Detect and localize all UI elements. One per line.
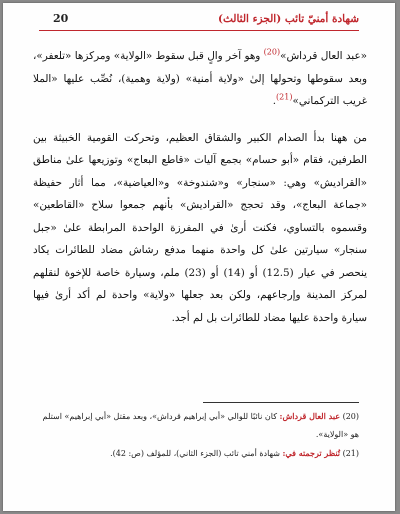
body-text — [33, 45, 367, 329]
footnote-ref-21[interactable]: (21) — [276, 92, 293, 102]
paragraph-2: من ههنا بدأ الصدام الكبير والشقاق العظيم، وتحركت القومية الخبيثة بين الطرفين، فقام «أبو حسام» بجمع آليات «قاطع البعاج» وتوزيعها علىٰ مناطق «القراديش» وهي: «سنجار» و«شندوخة» و«العياضية»، مما أثار حفيظة «جماعة البعاج»، وقد تحجج «القراديش» بأنهم جمعوا سلاح «القاطعين» وقسموه بالتساوي، فكنت أرىٰ في المفرزة الواحدة المرابطة علىٰ «جبل سنجار» سيارتين علىٰ كل واحدة منهما مدفع رشاش مضاد للطائرات يكاد ينحصر في عيار (12.5) أو (14) أو (23) ملم، وسيارة خاصة للإخوة لنقلهم لمركز المدينة وإرجاعهم، ولكن بعد جعلها «ولاية» واحدة لم أكد أرىٰ فيها سيارة واحدة عليها مضاد للطائرات بل لم أجد. — [33, 131, 367, 324]
footnote-20-heading: عبد العال قرداش: — [279, 411, 341, 421]
footnote-separator — [203, 402, 359, 403]
footnote-21-number: (21) — [342, 449, 359, 458]
paragraph-1-text-c: . — [272, 95, 277, 107]
running-header — [39, 13, 359, 29]
running-title: شهادة أمنيّ تائب (الجزء الثالث) — [217, 13, 359, 25]
footnote-20-number: (20) — [342, 412, 359, 421]
document-page — [3, 3, 395, 511]
footnote-21 — [33, 444, 359, 463]
footnote-21-heading: تُنظر ترجمته في: — [282, 448, 341, 458]
header-rule — [39, 30, 359, 31]
footnote-20 — [33, 407, 359, 444]
paragraph-1 — [33, 45, 367, 113]
paragraph-1-text-b: وهو آخر والٍ قبل سقوط «الولاية» ومركزها «تلعفر»، وبعد سقوطها وتحولها إلىٰ «ولاية أمنية» (ولاية وهمية)، نُصِّب عليها «الملا غريب التركماني» — [33, 50, 367, 107]
page-number: 20 — [53, 12, 69, 25]
footnotes — [33, 407, 359, 463]
footnote-ref-20[interactable]: (20) — [263, 47, 281, 57]
footnote-20-text: كان نائبًا للوالي «أبي إبراهيم قرداش»، وبعد مقتل «أبي إبراهيم» استلم هو «الولاية». — [42, 412, 359, 439]
paragraph-1-text-a: «عبد العال قرداش» — [280, 50, 367, 62]
footnote-21-text: شهادة أمني تائب (الجزء الثاني)، للمؤلف (ص: 42). — [110, 449, 283, 458]
